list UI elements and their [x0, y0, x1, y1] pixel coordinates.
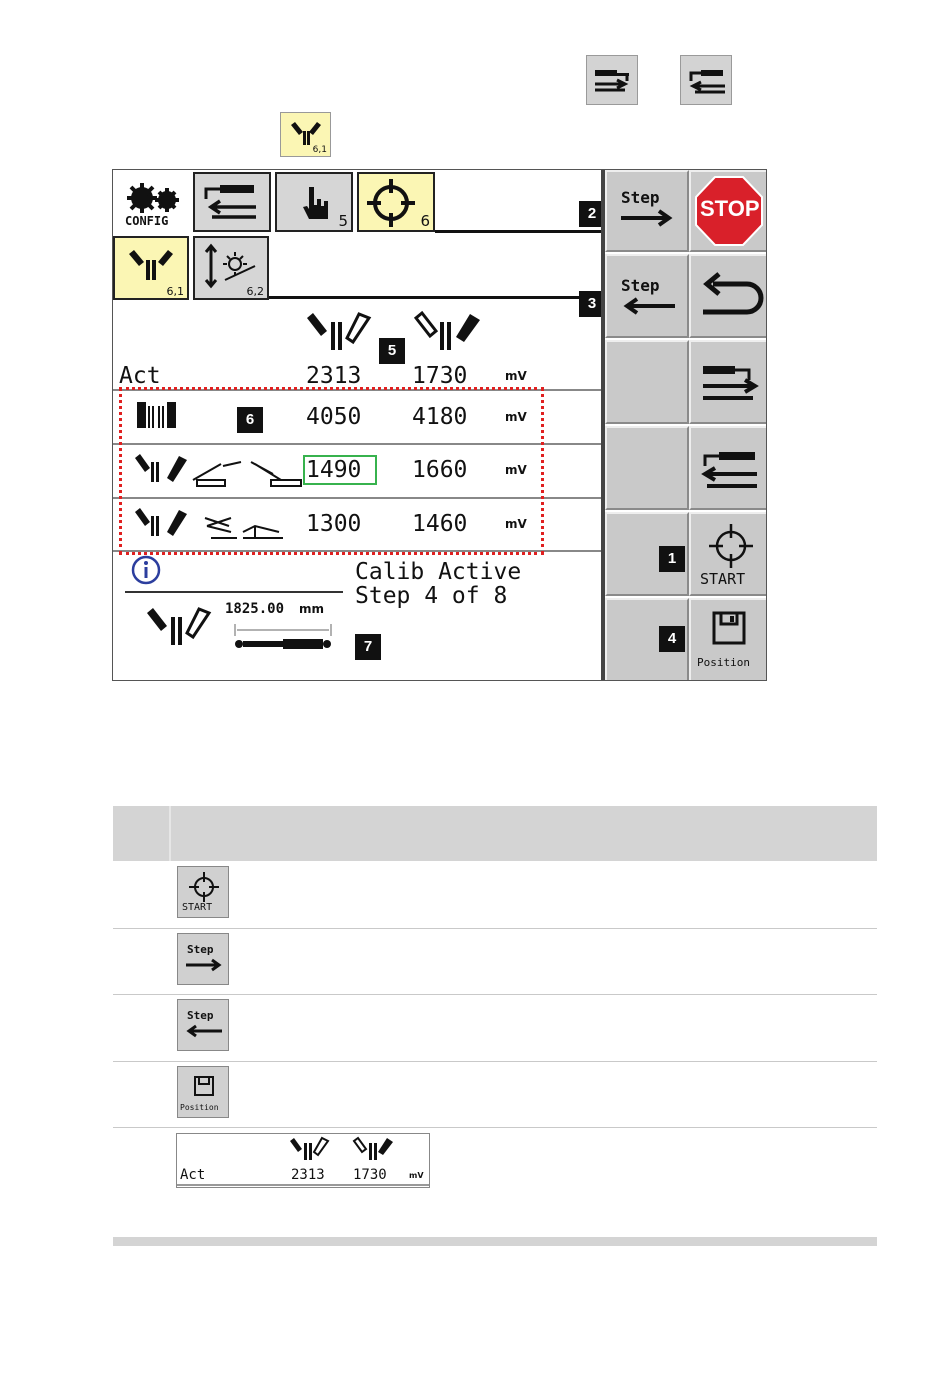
- stop-label: STOP: [700, 196, 760, 221]
- marker-3: 3: [579, 291, 605, 317]
- act-left-value: 2313: [306, 363, 362, 389]
- row3-unit: mV: [505, 517, 527, 531]
- return-icon: [697, 270, 765, 324]
- status-line-1: Calib Active: [355, 559, 522, 585]
- subtab-height-label: 6,2: [246, 285, 264, 298]
- step-forward-icon-cell: [177, 933, 229, 985]
- save-position-button[interactable]: [689, 598, 767, 681]
- subtab-arms-label: 6,1: [166, 285, 184, 298]
- step-back-button[interactable]: [605, 254, 689, 338]
- tab-bar-line: [435, 230, 603, 233]
- arrow-right-icon: [619, 208, 677, 228]
- length-unit: mm: [299, 602, 325, 616]
- empty-button-3: [605, 512, 689, 596]
- save-icon: [193, 1075, 215, 1097]
- transport-in-icon: [697, 446, 763, 494]
- row3-left-value: 1300: [306, 511, 362, 537]
- tab-calibration-label: 6: [420, 212, 430, 230]
- step-forward-icon-label: Step: [187, 943, 214, 956]
- marker-7: 7: [355, 634, 381, 660]
- crosshair-icon: [365, 175, 421, 231]
- preview-underline: [177, 1184, 429, 1186]
- stop-button[interactable]: [689, 170, 767, 252]
- step-forward-button[interactable]: [605, 170, 689, 252]
- arms-subtab-icon: [280, 112, 331, 157]
- act-label: Act: [119, 363, 161, 389]
- start-label: START: [700, 570, 746, 588]
- preview-left-value: 2313: [291, 1167, 325, 1183]
- tab-transport[interactable]: [193, 172, 271, 232]
- preview-unit: mV: [409, 1171, 424, 1180]
- arms-icon: [123, 244, 179, 288]
- status-line-2: Step 4 of 8: [355, 583, 508, 609]
- crosshair-start-icon: [707, 520, 755, 570]
- step-back-icon-label: Step: [187, 1009, 214, 1022]
- row2-right-value: 1660: [412, 457, 468, 483]
- empty-button-2: [605, 426, 689, 510]
- marker-4: 4: [659, 626, 685, 652]
- subtab-arms[interactable]: [113, 236, 189, 300]
- row2-unit: mV: [505, 463, 527, 477]
- start-calibration-button[interactable]: [689, 512, 767, 596]
- marker-2: 2: [579, 201, 605, 227]
- tab-config-label: CONFIG: [125, 214, 169, 228]
- right-arm-sensor-icon: [349, 1136, 397, 1162]
- cylinder-icon: [231, 622, 341, 654]
- transport-out-icon: [586, 55, 638, 105]
- right-arm-sensor-icon: [408, 310, 488, 352]
- left-arm-sensor-icon: [303, 310, 383, 352]
- calibration-screen: [112, 169, 767, 681]
- empty-button-1: [605, 340, 689, 424]
- table-header: [113, 806, 877, 861]
- start-icon-cell: [177, 866, 229, 918]
- tab-config[interactable]: [115, 172, 193, 232]
- empty-button-4: [605, 598, 689, 681]
- row1-left-value: 4050: [306, 404, 362, 430]
- transport-in-icon: [198, 177, 268, 227]
- back-button[interactable]: [689, 254, 767, 338]
- step-back-label: Step: [621, 276, 660, 295]
- tab-manual[interactable]: [275, 172, 353, 232]
- save-icon: [711, 610, 747, 646]
- hand-icon: [291, 179, 341, 229]
- status-divider: [125, 591, 343, 593]
- act-right-value: 1730: [412, 363, 468, 389]
- arrow-left-icon: [619, 296, 677, 316]
- info-icon[interactable]: [129, 555, 163, 585]
- transport-in-button[interactable]: [689, 426, 767, 510]
- transport-out-icon: [697, 360, 763, 408]
- row3-right-value: 1460: [412, 511, 468, 537]
- act-row-preview: [176, 1133, 430, 1188]
- act-unit: mV: [505, 369, 527, 383]
- arrow-left-icon: [184, 1024, 224, 1038]
- table-footer: [113, 1237, 877, 1246]
- marker-6: 6: [237, 407, 263, 433]
- marker-5: 5: [379, 338, 405, 364]
- crosshair-start-icon: [188, 869, 220, 903]
- save-position-icon-cell: [177, 1066, 229, 1118]
- preview-right-value: 1730: [353, 1167, 387, 1183]
- left-arm-sensor-icon: [287, 1136, 335, 1162]
- transport-in-icon: [680, 55, 732, 105]
- row2-left-value: 1490: [306, 457, 362, 483]
- arrow-right-icon: [184, 958, 224, 972]
- step-forward-label: Step: [621, 188, 660, 207]
- row1-unit: mV: [505, 410, 527, 424]
- arms-length-icon: [143, 605, 219, 649]
- position-icon-label: Position: [180, 1103, 219, 1112]
- marker-1: 1: [659, 546, 685, 572]
- row1-right-value: 4180: [412, 404, 468, 430]
- tab-manual-label: 5: [338, 212, 348, 230]
- tab-calibration[interactable]: [357, 172, 435, 232]
- transport-out-button[interactable]: [689, 340, 767, 424]
- position-label: Position: [697, 656, 750, 669]
- subtab-height[interactable]: [193, 236, 269, 300]
- start-icon-label: START: [182, 902, 213, 913]
- step-back-icon-cell: [177, 999, 229, 1051]
- calibration-rows-frame: [119, 387, 544, 555]
- subtab-label: 6,1: [312, 145, 327, 155]
- length-value: 1825.00: [225, 601, 285, 617]
- preview-act-label: Act: [180, 1167, 206, 1183]
- table-header-divider: [169, 806, 171, 861]
- subtab-bar-line: [269, 296, 603, 299]
